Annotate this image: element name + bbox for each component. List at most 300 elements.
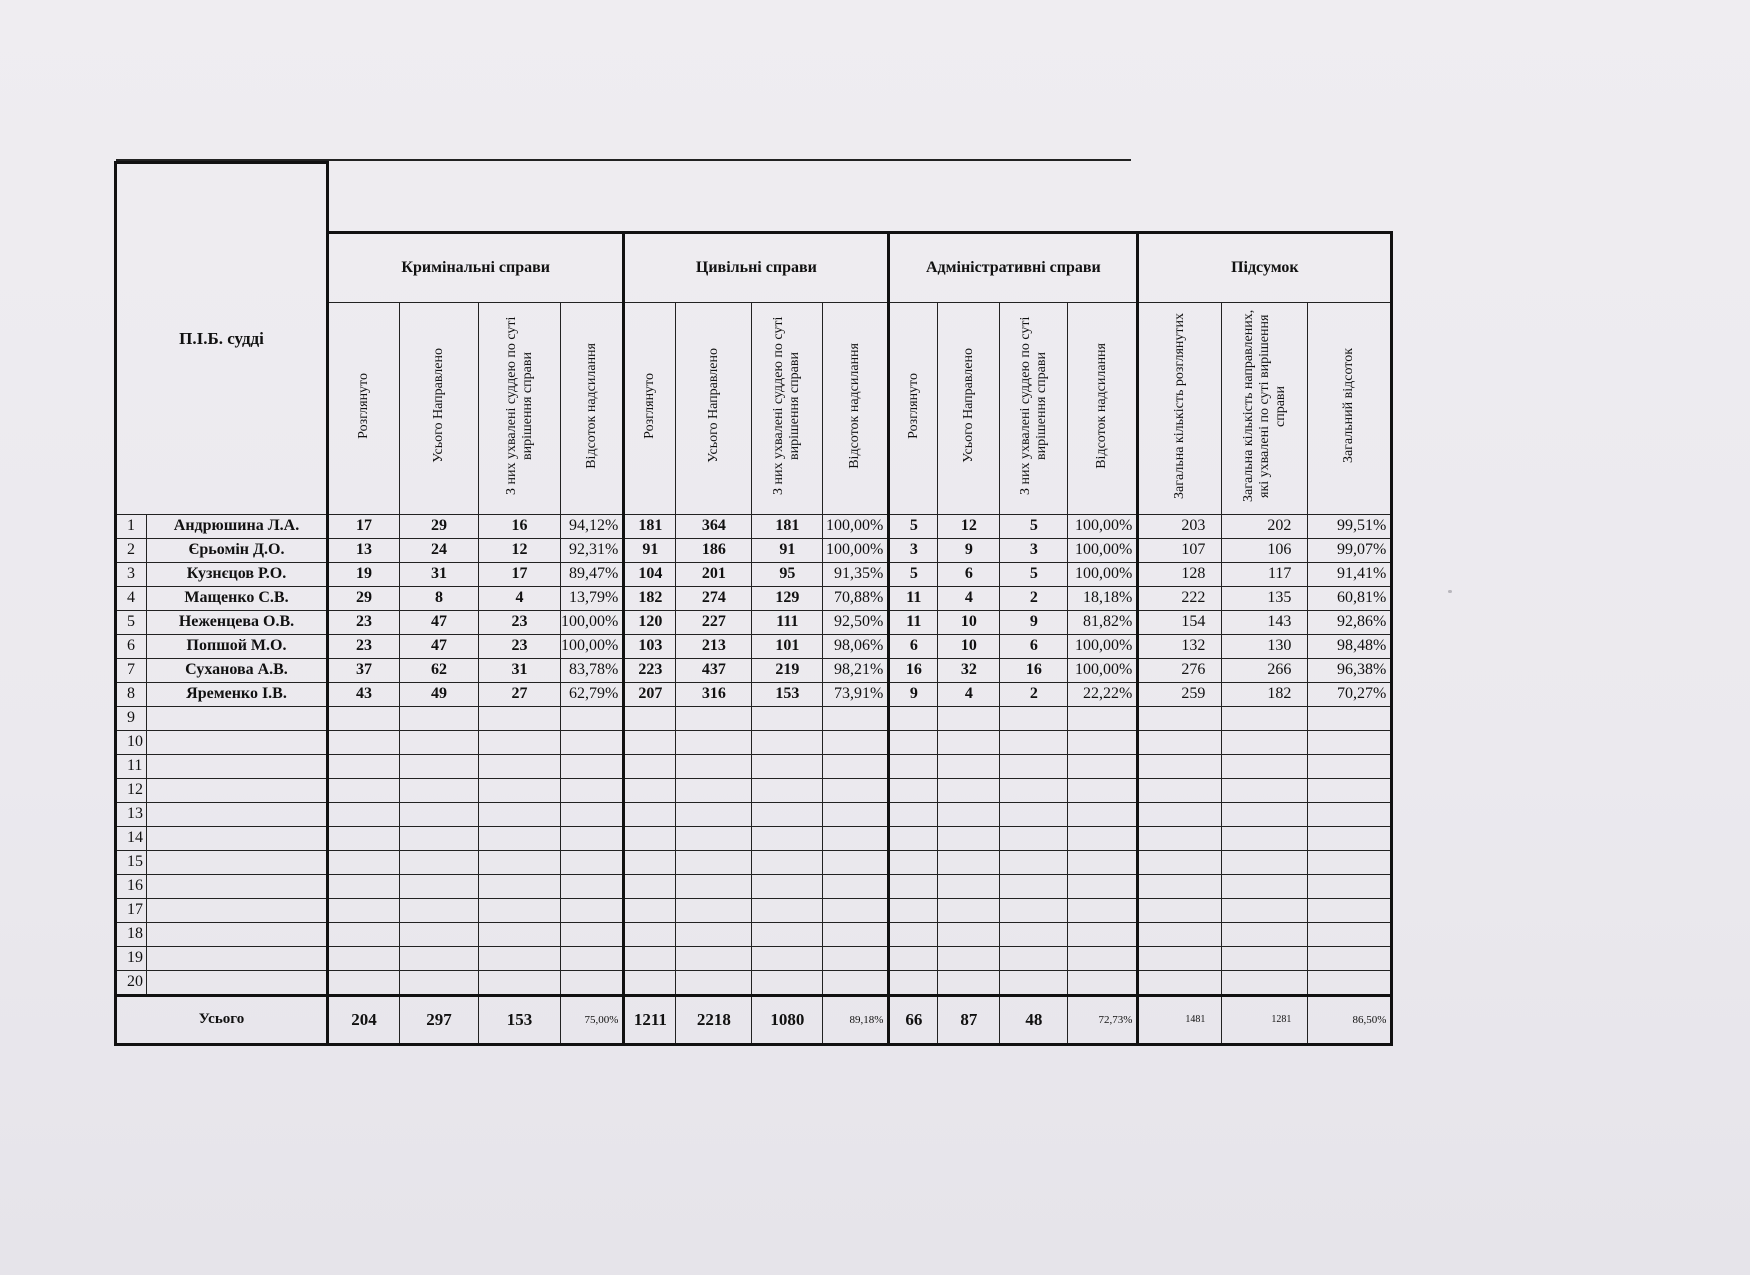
judge-name: Кузнєцов Р.О. [147, 562, 328, 586]
civil-sent: 201 [676, 562, 752, 586]
criminal-percent: 83,78% [561, 658, 624, 682]
empty-cell [1138, 802, 1222, 826]
civil-sent-header: Усього Направлено [676, 302, 752, 514]
empty-cell [561, 874, 624, 898]
total-criminal-sent: 297 [400, 995, 479, 1044]
empty-cell [1000, 706, 1068, 730]
empty-cell [1308, 778, 1392, 802]
summary-total-reviewed-header: Загальна кількість розглянутих [1138, 302, 1222, 514]
judge-name-empty [147, 754, 328, 778]
admin-reviewed: 16 [889, 658, 938, 682]
empty-cell [938, 874, 1000, 898]
admin-approved: 6 [1000, 634, 1068, 658]
criminal-cases-header: Кримінальні справи [328, 232, 624, 302]
empty-cell [752, 802, 823, 826]
empty-cell [1308, 898, 1392, 922]
empty-cell [561, 802, 624, 826]
summary-reviewed: 203 [1138, 514, 1222, 538]
criminal-reviewed: 43 [328, 682, 400, 706]
empty-cell [1222, 970, 1308, 995]
criminal-percent: 94,12% [561, 514, 624, 538]
admin-reviewed: 11 [889, 610, 938, 634]
admin-sent: 6 [938, 562, 1000, 586]
admin-reviewed: 9 [889, 682, 938, 706]
empty-cell [1138, 874, 1222, 898]
empty-cell [938, 922, 1000, 946]
criminal-sent: 47 [400, 634, 479, 658]
empty-cell [889, 754, 938, 778]
table-row [116, 658, 1392, 682]
empty-cell [676, 922, 752, 946]
criminal-reviewed-header: Розглянуто [328, 302, 400, 514]
judge-name: Неженцева О.В. [147, 610, 328, 634]
empty-table-row [116, 778, 1392, 802]
judge-name: Єрьомін Д.О. [147, 538, 328, 562]
criminal-approved: 12 [479, 538, 561, 562]
row-number: 6 [116, 634, 147, 658]
criminal-reviewed: 13 [328, 538, 400, 562]
civil-reviewed: 223 [624, 658, 676, 682]
criminal-percent: 100,00% [561, 634, 624, 658]
empty-cell [1068, 730, 1138, 754]
empty-cell [561, 706, 624, 730]
empty-cell [752, 898, 823, 922]
empty-cell [400, 946, 479, 970]
summary-approved: 130 [1222, 634, 1308, 658]
criminal-sent-header: Усього Направлено [400, 302, 479, 514]
summary-approved: 117 [1222, 562, 1308, 586]
summary-reviewed: 132 [1138, 634, 1222, 658]
admin-percent: 22,22% [1068, 682, 1138, 706]
total-summary-approved: 1281 [1222, 995, 1308, 1044]
admin-sent: 9 [938, 538, 1000, 562]
criminal-reviewed: 23 [328, 634, 400, 658]
criminal-approved: 4 [479, 586, 561, 610]
judge-name-empty [147, 730, 328, 754]
row-number: 3 [116, 562, 147, 586]
total-civil-sent: 2218 [676, 995, 752, 1044]
empty-cell [400, 970, 479, 995]
empty-cell [889, 970, 938, 995]
empty-cell [328, 922, 400, 946]
admin-percent: 100,00% [1068, 538, 1138, 562]
empty-cell [889, 922, 938, 946]
empty-cell [1068, 802, 1138, 826]
empty-table-row [116, 898, 1392, 922]
admin-sent: 32 [938, 658, 1000, 682]
admin-percent: 100,00% [1068, 514, 1138, 538]
civil-reviewed: 103 [624, 634, 676, 658]
summary-approved: 143 [1222, 610, 1308, 634]
empty-cell [624, 778, 676, 802]
summary-reviewed: 276 [1138, 658, 1222, 682]
table-row [116, 562, 1392, 586]
criminal-percent: 92,31% [561, 538, 624, 562]
empty-cell [676, 730, 752, 754]
empty-cell [400, 874, 479, 898]
row-number: 2 [116, 538, 147, 562]
summary-reviewed: 154 [1138, 610, 1222, 634]
civil-sent: 186 [676, 538, 752, 562]
empty-cell [1308, 706, 1392, 730]
row-number: 1 [116, 514, 147, 538]
empty-cell [676, 874, 752, 898]
civil-reviewed: 104 [624, 562, 676, 586]
empty-cell [1308, 754, 1392, 778]
empty-cell [1000, 826, 1068, 850]
empty-cell [479, 730, 561, 754]
admin-approved: 2 [1000, 682, 1068, 706]
empty-cell [479, 826, 561, 850]
empty-cell [1308, 850, 1392, 874]
empty-cell [1000, 754, 1068, 778]
empty-cell [479, 970, 561, 995]
empty-cell [1138, 730, 1222, 754]
judge-name-empty [147, 778, 328, 802]
empty-cell [1068, 970, 1138, 995]
blank-header-cell [328, 163, 1392, 233]
total-admin-reviewed: 66 [889, 995, 938, 1044]
criminal-percent: 62,79% [561, 682, 624, 706]
criminal-reviewed: 29 [328, 586, 400, 610]
civil-approved: 95 [752, 562, 823, 586]
civil-approved: 129 [752, 586, 823, 610]
empty-cell [1222, 706, 1308, 730]
empty-table-row [116, 874, 1392, 898]
empty-cell [823, 874, 889, 898]
civil-percent-header: Відсоток надсилання [823, 302, 889, 514]
criminal-reviewed: 17 [328, 514, 400, 538]
summary-percent: 99,07% [1308, 538, 1392, 562]
judge-name-empty [147, 970, 328, 995]
admin-reviewed: 6 [889, 634, 938, 658]
civil-percent: 100,00% [823, 514, 889, 538]
row-number: 11 [116, 754, 147, 778]
table-row [116, 514, 1392, 538]
empty-cell [561, 970, 624, 995]
empty-cell [823, 778, 889, 802]
row-number: 16 [116, 874, 147, 898]
empty-cell [823, 970, 889, 995]
empty-cell [561, 946, 624, 970]
empty-cell [1000, 946, 1068, 970]
civil-percent: 73,91% [823, 682, 889, 706]
criminal-approved: 31 [479, 658, 561, 682]
empty-cell [889, 778, 938, 802]
admin-reviewed: 3 [889, 538, 938, 562]
row-number: 10 [116, 730, 147, 754]
empty-cell [1068, 874, 1138, 898]
empty-cell [400, 706, 479, 730]
summary-header: Підсумок [1138, 232, 1392, 302]
civil-percent: 100,00% [823, 538, 889, 562]
row-number: 19 [116, 946, 147, 970]
civil-reviewed: 120 [624, 610, 676, 634]
empty-cell [1138, 778, 1222, 802]
empty-cell [561, 754, 624, 778]
empty-cell [1308, 946, 1392, 970]
admin-sent-header: Усього Направлено [938, 302, 1000, 514]
criminal-reviewed: 19 [328, 562, 400, 586]
row-number: 13 [116, 802, 147, 826]
empty-cell [676, 778, 752, 802]
empty-cell [752, 706, 823, 730]
judge-name-empty [147, 826, 328, 850]
empty-cell [889, 946, 938, 970]
table-row [116, 682, 1392, 706]
empty-cell [823, 826, 889, 850]
empty-cell [561, 898, 624, 922]
empty-table-row [116, 802, 1392, 826]
summary-percent: 99,51% [1308, 514, 1392, 538]
empty-cell [1068, 898, 1138, 922]
empty-cell [328, 946, 400, 970]
empty-cell [1308, 874, 1392, 898]
civil-percent: 91,35% [823, 562, 889, 586]
empty-cell [1138, 946, 1222, 970]
empty-cell [1308, 802, 1392, 826]
judges-statistics-table [114, 161, 1393, 1046]
empty-cell [1068, 706, 1138, 730]
empty-cell [328, 898, 400, 922]
admin-percent: 18,18% [1068, 586, 1138, 610]
criminal-approved: 17 [479, 562, 561, 586]
empty-cell [676, 970, 752, 995]
scan-speck [1448, 590, 1452, 593]
civil-sent: 213 [676, 634, 752, 658]
table-row [116, 586, 1392, 610]
criminal-sent: 31 [400, 562, 479, 586]
civil-reviewed: 181 [624, 514, 676, 538]
empty-cell [1000, 730, 1068, 754]
empty-cell [752, 826, 823, 850]
admin-approved: 2 [1000, 586, 1068, 610]
summary-approved: 135 [1222, 586, 1308, 610]
civil-approved: 91 [752, 538, 823, 562]
summary-approved: 266 [1222, 658, 1308, 682]
empty-cell [1308, 730, 1392, 754]
summary-percent: 96,38% [1308, 658, 1392, 682]
row-number: 8 [116, 682, 147, 706]
empty-cell [479, 754, 561, 778]
judge-name-empty [147, 802, 328, 826]
empty-cell [1138, 922, 1222, 946]
empty-table-row [116, 946, 1392, 970]
empty-cell [676, 826, 752, 850]
summary-total-approved-header: Загальна кількість направлених, які ухвалені по суті вирішення справи [1222, 302, 1308, 514]
empty-cell [1000, 778, 1068, 802]
row-number: 17 [116, 898, 147, 922]
total-criminal-percent: 75,00% [561, 995, 624, 1044]
empty-cell [1068, 778, 1138, 802]
admin-sent: 4 [938, 682, 1000, 706]
total-admin-sent: 87 [938, 995, 1000, 1044]
empty-cell [479, 850, 561, 874]
empty-cell [1000, 802, 1068, 826]
criminal-approved: 23 [479, 610, 561, 634]
empty-cell [1000, 874, 1068, 898]
empty-cell [1308, 922, 1392, 946]
empty-cell [328, 730, 400, 754]
summary-total-percent-header: Загальний відсоток [1308, 302, 1392, 514]
total-summary-reviewed: 1481 [1138, 995, 1222, 1044]
admin-approved: 5 [1000, 562, 1068, 586]
empty-cell [328, 706, 400, 730]
judge-name-empty [147, 850, 328, 874]
empty-cell [561, 826, 624, 850]
empty-cell [889, 826, 938, 850]
total-row [116, 995, 1392, 1044]
empty-cell [752, 778, 823, 802]
empty-cell [400, 730, 479, 754]
empty-cell [938, 850, 1000, 874]
criminal-approved: 16 [479, 514, 561, 538]
empty-cell [328, 802, 400, 826]
empty-cell [676, 898, 752, 922]
civil-percent: 92,50% [823, 610, 889, 634]
table-row [116, 538, 1392, 562]
total-admin-approved: 48 [1000, 995, 1068, 1044]
criminal-sent: 24 [400, 538, 479, 562]
empty-cell [823, 922, 889, 946]
admin-approved: 16 [1000, 658, 1068, 682]
admin-approved: 5 [1000, 514, 1068, 538]
judge-name-empty [147, 874, 328, 898]
empty-cell [823, 802, 889, 826]
summary-reviewed: 259 [1138, 682, 1222, 706]
empty-cell [752, 850, 823, 874]
empty-cell [1000, 850, 1068, 874]
empty-cell [889, 898, 938, 922]
empty-cell [823, 706, 889, 730]
empty-cell [823, 898, 889, 922]
empty-cell [676, 754, 752, 778]
empty-table-row [116, 922, 1392, 946]
empty-cell [561, 778, 624, 802]
empty-cell [400, 826, 479, 850]
criminal-percent-header: Відсоток надсилання [561, 302, 624, 514]
empty-cell [624, 946, 676, 970]
total-label: Усього [116, 995, 328, 1044]
summary-reviewed: 128 [1138, 562, 1222, 586]
empty-cell [1068, 826, 1138, 850]
civil-reviewed-header: Розглянуто [624, 302, 676, 514]
empty-cell [561, 850, 624, 874]
empty-table-row [116, 706, 1392, 730]
empty-cell [1068, 946, 1138, 970]
empty-cell [1222, 922, 1308, 946]
criminal-reviewed: 23 [328, 610, 400, 634]
empty-cell [889, 802, 938, 826]
criminal-sent: 62 [400, 658, 479, 682]
empty-cell [1222, 850, 1308, 874]
empty-cell [889, 730, 938, 754]
total-criminal-reviewed: 204 [328, 995, 400, 1044]
civil-reviewed: 91 [624, 538, 676, 562]
empty-cell [889, 874, 938, 898]
empty-cell [938, 730, 1000, 754]
empty-cell [938, 970, 1000, 995]
empty-cell [752, 922, 823, 946]
empty-cell [1068, 922, 1138, 946]
judge-name: Суханова А.В. [147, 658, 328, 682]
admin-sent: 4 [938, 586, 1000, 610]
criminal-approved: 23 [479, 634, 561, 658]
judge-name: Попшой М.О. [147, 634, 328, 658]
summary-percent: 91,41% [1308, 562, 1392, 586]
civil-sent: 274 [676, 586, 752, 610]
empty-cell [752, 970, 823, 995]
empty-cell [624, 922, 676, 946]
admin-approved: 3 [1000, 538, 1068, 562]
row-number: 12 [116, 778, 147, 802]
empty-cell [328, 874, 400, 898]
empty-table-row [116, 754, 1392, 778]
admin-reviewed: 5 [889, 514, 938, 538]
empty-cell [938, 754, 1000, 778]
empty-cell [479, 874, 561, 898]
criminal-percent: 13,79% [561, 586, 624, 610]
judge-name: Андрюшина Л.А. [147, 514, 328, 538]
empty-cell [889, 706, 938, 730]
empty-cell [938, 802, 1000, 826]
total-civil-percent: 89,18% [823, 995, 889, 1044]
summary-approved: 106 [1222, 538, 1308, 562]
empty-cell [1222, 874, 1308, 898]
empty-cell [676, 946, 752, 970]
civil-approved: 219 [752, 658, 823, 682]
empty-cell [752, 946, 823, 970]
admin-approved: 9 [1000, 610, 1068, 634]
civil-percent: 98,21% [823, 658, 889, 682]
civil-reviewed: 207 [624, 682, 676, 706]
empty-cell [1138, 970, 1222, 995]
admin-percent: 100,00% [1068, 658, 1138, 682]
summary-reviewed: 107 [1138, 538, 1222, 562]
civil-sent: 437 [676, 658, 752, 682]
summary-percent: 98,48% [1308, 634, 1392, 658]
empty-cell [938, 898, 1000, 922]
summary-percent: 92,86% [1308, 610, 1392, 634]
empty-cell [1222, 778, 1308, 802]
empty-cell [400, 898, 479, 922]
civil-sent: 316 [676, 682, 752, 706]
criminal-sent: 49 [400, 682, 479, 706]
summary-approved: 182 [1222, 682, 1308, 706]
empty-cell [938, 826, 1000, 850]
empty-cell [479, 922, 561, 946]
table-header [116, 163, 1392, 515]
empty-cell [1308, 826, 1392, 850]
empty-cell [400, 922, 479, 946]
row-number: 5 [116, 610, 147, 634]
civil-approved-header: З них ухвалені суддею по суті вирішення справи [752, 302, 823, 514]
civil-percent: 70,88% [823, 586, 889, 610]
empty-cell [823, 730, 889, 754]
criminal-sent: 29 [400, 514, 479, 538]
admin-sent: 10 [938, 634, 1000, 658]
judge-name: Яременко І.В. [147, 682, 328, 706]
empty-cell [1068, 754, 1138, 778]
criminal-approved-header: З них ухвалені суддею по суті вирішення справи [479, 302, 561, 514]
empty-table-row [116, 826, 1392, 850]
judge-name: Мащенко С.В. [147, 586, 328, 610]
empty-cell [624, 802, 676, 826]
empty-cell [328, 754, 400, 778]
empty-cell [938, 946, 1000, 970]
empty-cell [479, 778, 561, 802]
summary-percent: 70,27% [1308, 682, 1392, 706]
